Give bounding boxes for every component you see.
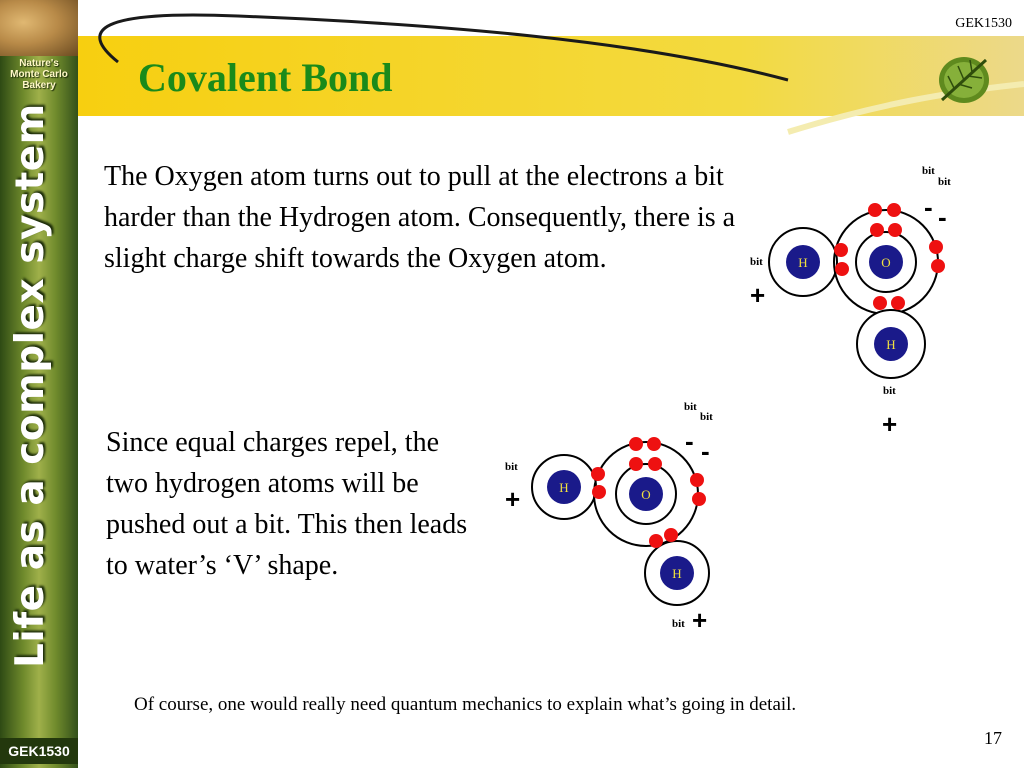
partial-charge-label: bit [505,461,518,473]
partial-charge-label: bit [922,165,935,177]
partial-charge-label: bit [938,176,951,188]
water-molecule-diagram-1 [740,158,980,438]
plus-sign: + [692,605,708,635]
slide-title: Covalent Bond [138,55,393,100]
water-molecule-diagram-2 [500,392,740,636]
plus-sign: + [882,409,898,438]
oxygen-label: O [881,255,891,270]
partial-charge-label: bit [672,618,685,630]
minus-sign: - [924,192,933,222]
partial-charge-label: bit [684,401,697,413]
bakery-logo [4,58,74,104]
plus-sign: + [750,280,766,310]
logo-line-2: Monte Carlo [10,69,68,80]
plus-sign: + [505,484,521,514]
partial-charge-label: bit [750,256,763,268]
slide-number: 17 [984,728,1002,748]
course-code: GEK1530 [955,16,1012,31]
hydrogen-label: H [559,480,569,495]
paragraph-v-shape: Since equal charges repel, the two hydrogen atoms will be pushed out a bit. This then leads to water’s ‘V’ shape. [106,427,468,581]
hydrogen-label: H [886,337,896,352]
hydrogen-label: H [798,255,808,270]
minus-sign: - [685,426,694,456]
logo-line-3: Bakery [22,80,56,91]
oxygen-label: O [641,487,651,502]
sidebar-footer-code: GEK1530 [0,738,78,764]
footnote: Of course, one would really need quantum mechanics to explain what’s going in detail. [134,694,797,715]
partial-charge-label: bit [700,411,713,423]
partial-charge-label: bit [883,385,896,397]
sidebar-vertical-title: Life as a complex system [8,103,53,668]
minus-sign: - [938,202,947,232]
minus-sign: - [701,436,710,466]
sidebar [0,0,78,768]
leaf-icon [936,54,992,106]
paragraph-charge-shift: The Oxygen atom turns out to pull at the electrons a bit harder than the Hydrogen atom. Consequently, there is a slight charge shift towards the Oxygen atom. [104,161,736,274]
bread-image [0,0,78,56]
logo-line-1: Nature's [19,58,59,69]
hydrogen-label: H [672,566,682,581]
